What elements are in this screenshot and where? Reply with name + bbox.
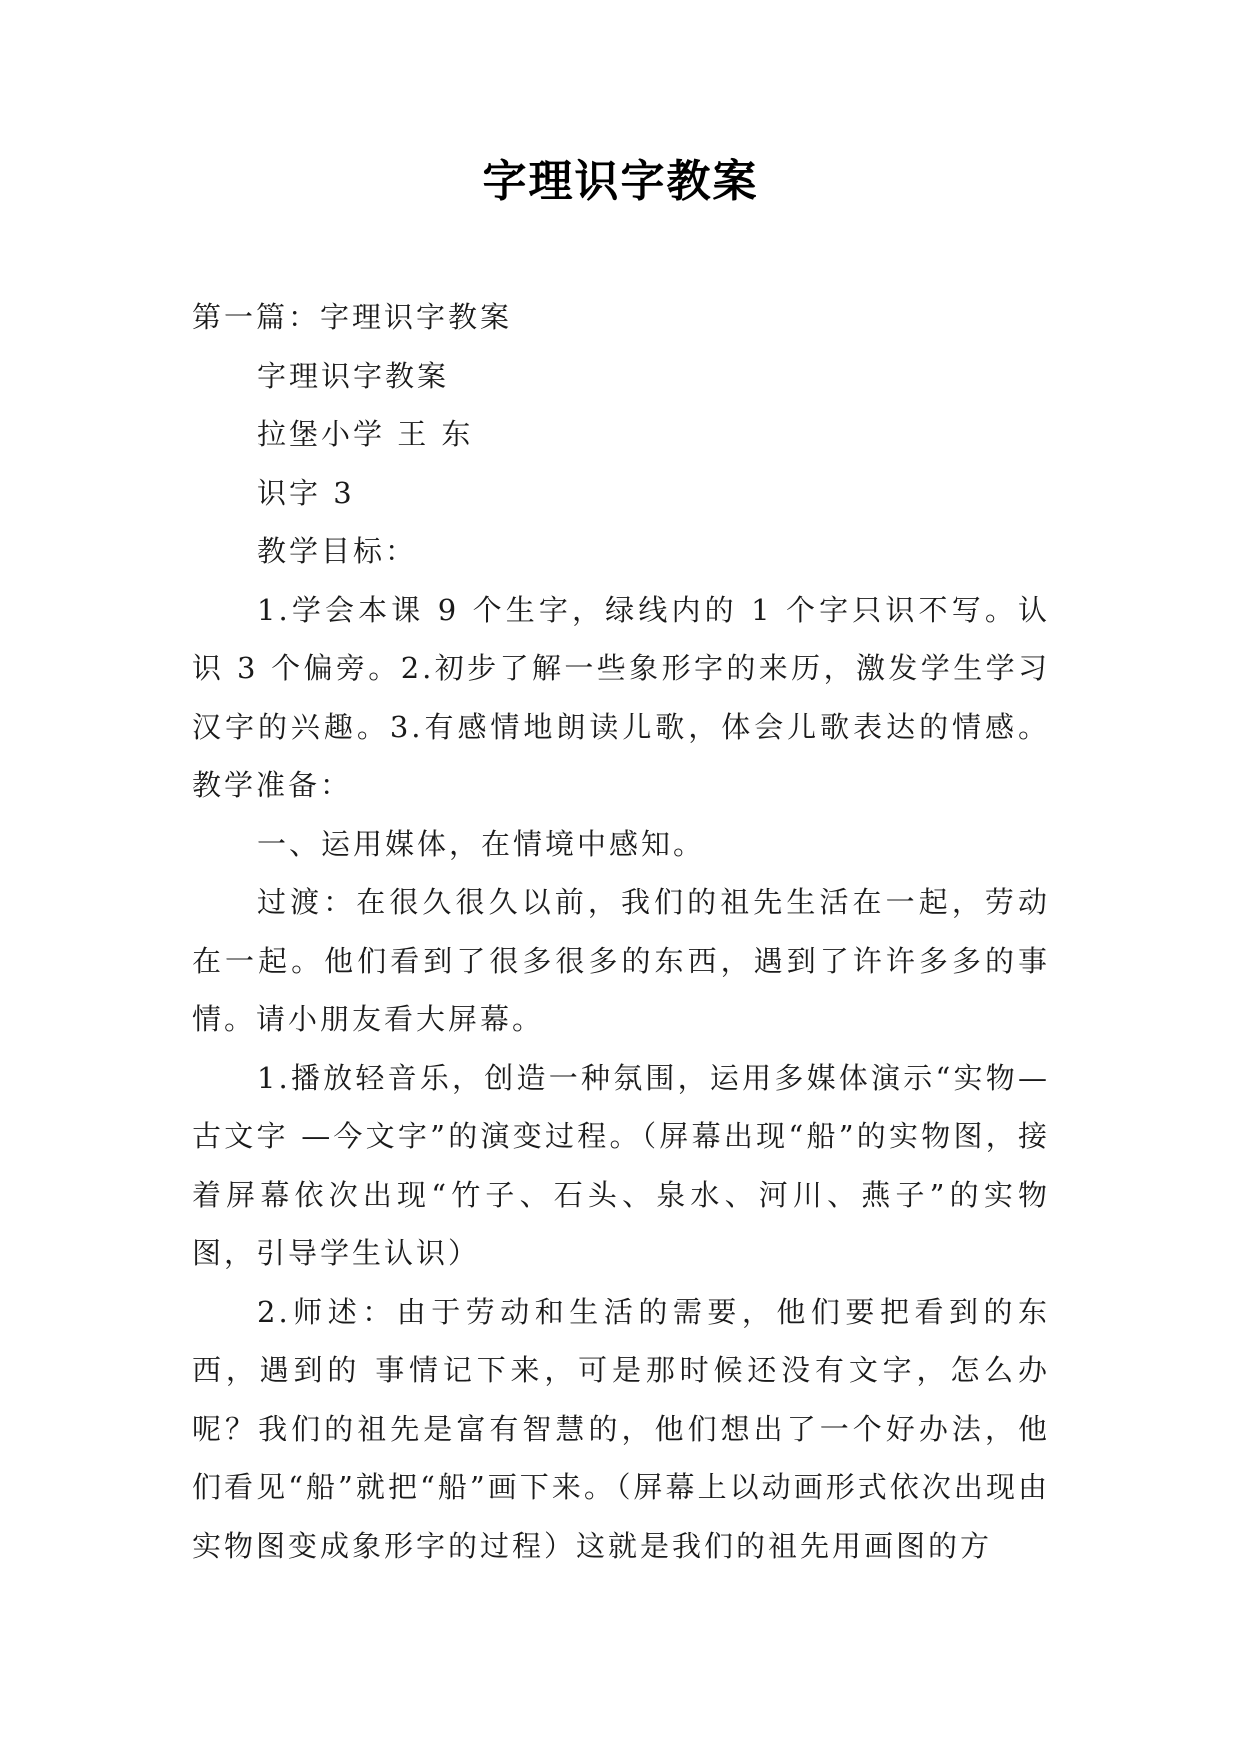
author-line: 拉堡小学 王 东: [257, 417, 474, 451]
step-one-paragraph: 1.播放轻音乐，创造一种氛围，运用多媒体演示“实物—古文字 —今文字”的演变过程。（屏幕出现“船”的实物图，接着屏幕依次出现“竹子、石头、泉水、河川、燕子”的实物图，引导学生认识）: [192, 1060, 1050, 1270]
heading-part-one: 第一篇：字理识字教案: [192, 300, 513, 334]
teaching-goals-paragraph: 1.学会本课 9 个生字，绿线内的 1 个字只识不写。认识 3 个偏旁。2.初步了解一些象形字的来历，激发学生学习汉字的兴趣。3.有感情地朗读儿歌，体会儿歌表达的情感。教学准备：: [192, 592, 1050, 802]
document-body: [192, 288, 1050, 1575]
transition-paragraph: 过渡：在很久很久以前，我们的祖先生活在一起，劳动在一起。他们看到了很多很多的东西，遇到了许许多多的事情。请小朋友看大屏幕。: [192, 885, 1050, 1036]
lesson-name: 识字 3: [257, 475, 355, 510]
lesson-title: 字理识字教案: [257, 358, 450, 393]
section-one-heading: 一、运用媒体，在情境中感知。: [257, 826, 706, 861]
teaching-goals-heading: 教学目标：: [257, 534, 418, 568]
document-title: 字理识字教案: [482, 156, 759, 207]
step-two-paragraph: 2.师述：由于劳动和生活的需要，他们要把看到的东西，遇到的 事情记下来，可是那时候还没有文字，怎么办呢？我们的祖先是富有智慧的，他们想出了一个好办法，他们看见“船”就把“船”画下来。（屏幕上以动画形式依次出现由实物图变成象形字的过程）这就是我们的祖先用画图的方: [192, 1294, 1050, 1563]
